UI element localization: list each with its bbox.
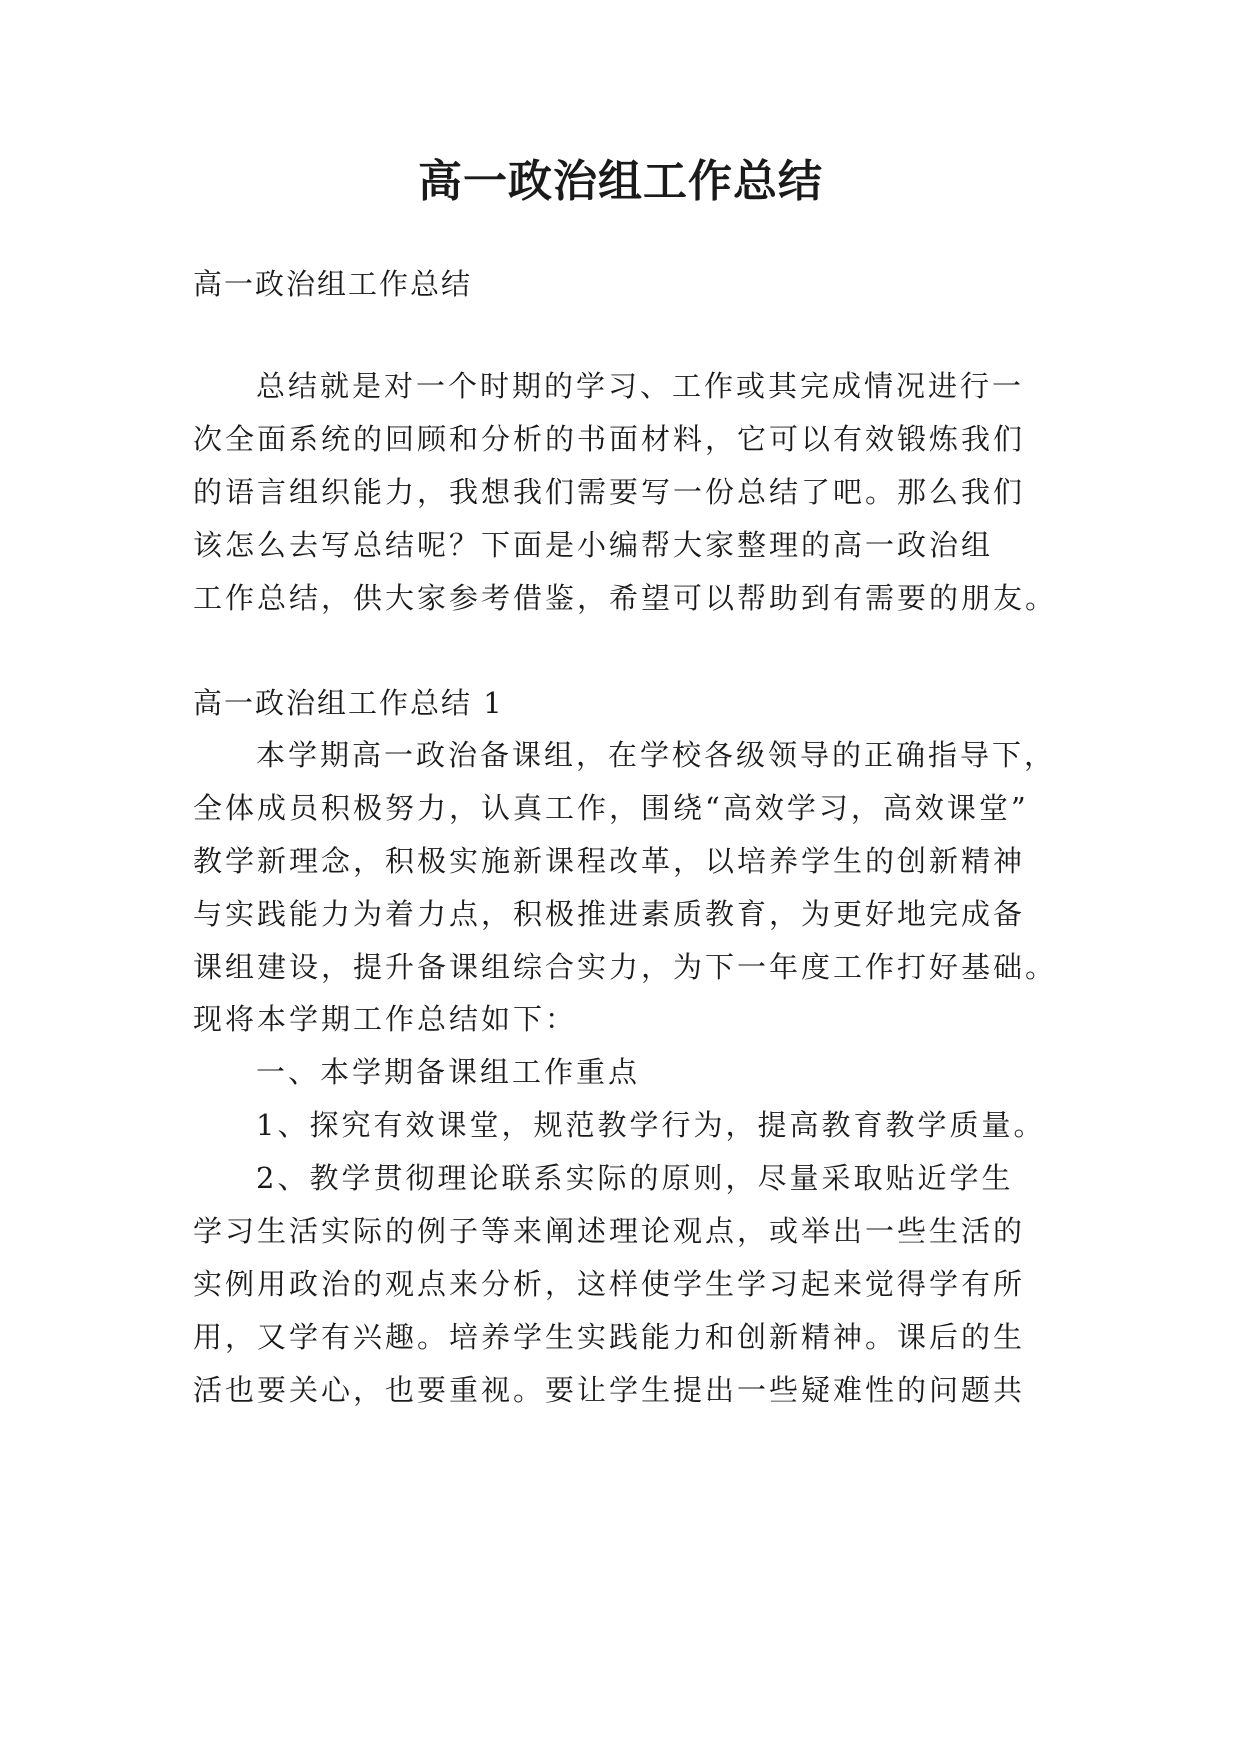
heading-1: 一、本学期备课组工作重点 [256, 1055, 641, 1089]
body-line: 全体成员积极努力，认真工作，围绕“高效学习，高效课堂” [193, 791, 1029, 825]
body-line: 课组建设，提升备课组综合实力，为下一年度工作打好基础。 [193, 950, 1058, 984]
intro-line: 总结就是对一个时期的学习、工作或其完成情况进行一 [256, 369, 1025, 403]
intro-line: 工作总结，供大家参考借鉴，希望可以帮助到有需要的朋友。 [193, 581, 1058, 615]
document-subtitle: 高一政治组工作总结 [193, 267, 473, 301]
item-2-line: 用，又学有兴趣。培养学生实践能力和创新精神。课后的生 [193, 1320, 1026, 1354]
document-title: 高一政治组工作总结 [418, 156, 823, 207]
item-2-line: 2、教学贯彻理论联系实际的原则，尽量采取贴近学生 [256, 1161, 1014, 1195]
item-2-line: 活也要关心，也要重视。要让学生提出一些疑难性的问题共 [193, 1373, 1026, 1407]
body-line: 与实践能力为着力点，积极推进素质教育，为更好地完成备 [193, 897, 1026, 931]
intro-line: 该怎么去写总结呢？下面是小编帮大家整理的高一政治组 [193, 528, 994, 562]
intro-line: 的语言组织能力，我想我们需要写一份总结了吧。那么我们 [193, 475, 1026, 509]
body-line: 现将本学期工作总结如下： [193, 1002, 578, 1036]
body-line: 本学期高一政治备课组，在学校各级领导的正确指导下， [256, 738, 1057, 772]
intro-line: 次全面系统的回顾和分析的书面材料，它可以有效锻炼我们 [193, 422, 1026, 456]
item-2-line: 学习生活实际的例子等来阐述理论观点，或举出一些生活的 [193, 1214, 1026, 1248]
section-heading: 高一政治组工作总结 1 [193, 686, 504, 720]
item-2-line: 实例用政治的观点来分析，这样使学生学习起来觉得学有所 [193, 1267, 1026, 1301]
body-line: 教学新理念，积极实施新课程改革，以培养学生的创新精神 [193, 844, 1026, 878]
item-1: 1、探究有效课堂，规范教学行为，提高教育教学质量。 [256, 1108, 1046, 1142]
